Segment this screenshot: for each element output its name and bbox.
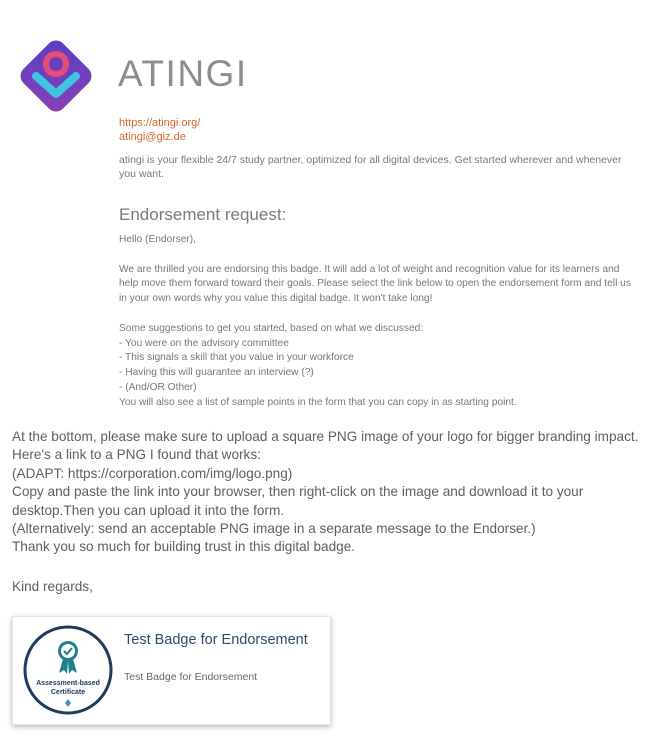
badge-card[interactable]: [12, 616, 331, 725]
atingi-logo-icon: [12, 32, 100, 120]
org-description: atingi is your flexible 24/7 study partner, optimized for all digital devices. Get started wherever and whenever you want.: [119, 154, 622, 180]
suggestion-item: - This signals a skill that you value in your workforce: [119, 352, 354, 364]
adapt-link: (ADAPT: https://corporation.com/img/logo.png): [12, 465, 293, 481]
thanks-text: Thank you so much for building trust in this digital badge.: [12, 539, 356, 555]
copy-instructions: Copy and paste the link into your browser, then right-click on the image and download it to your desktop.Then you can upload it into the form.: [12, 484, 584, 518]
suggestion-item: - Having this will guarantee an interview (?): [119, 367, 314, 379]
badge-image: [23, 625, 113, 715]
suggestions-intro: Some suggestions to get you started, based on what we discussed:: [119, 322, 424, 334]
upload-text: At the bottom, please make sure to upload a square PNG image of your logo for bigger branding impact. Here's a link to a PNG I found that works:: [12, 429, 639, 463]
badge-subtitle: Test Badge for Endorsement: [124, 671, 258, 683]
brand-name: ATINGI: [118, 53, 248, 94]
badge-title[interactable]: Test Badge for Endorsement: [124, 632, 308, 648]
email-link[interactable]: atingi@giz.de: [119, 131, 186, 143]
greeting: Hello (Endorser),: [119, 234, 196, 245]
suggestion-item: - You were on the advisory committee: [119, 337, 289, 349]
sample-note: You will also see a list of sample points in the form that you can copy in as starting point.: [119, 396, 517, 408]
main-body: [12, 428, 657, 557]
closing: Kind regards,: [12, 579, 93, 594]
badge-image-label-1: Assessment-based: [36, 680, 100, 687]
endorsement-heading: Endorsement request:: [119, 205, 287, 224]
request-body: [119, 233, 639, 411]
request-paragraph: We are thrilled you are endorsing this badge. It will add a lot of weight and recognition value for its learners and help move them forward toward their goals. Please select the link below to open the endorsement form and tell us in your own words why you value this digital badge. It won't take long!: [119, 263, 631, 305]
badge-image-label-2: Certificate: [50, 689, 86, 696]
alternative-note: (Alternatively: send an acceptable PNG image in a separate message to the Endorser.): [12, 521, 536, 537]
website-link[interactable]: https://atingi.org/: [119, 117, 201, 129]
suggestion-item: - (And/OR Other): [119, 381, 197, 393]
